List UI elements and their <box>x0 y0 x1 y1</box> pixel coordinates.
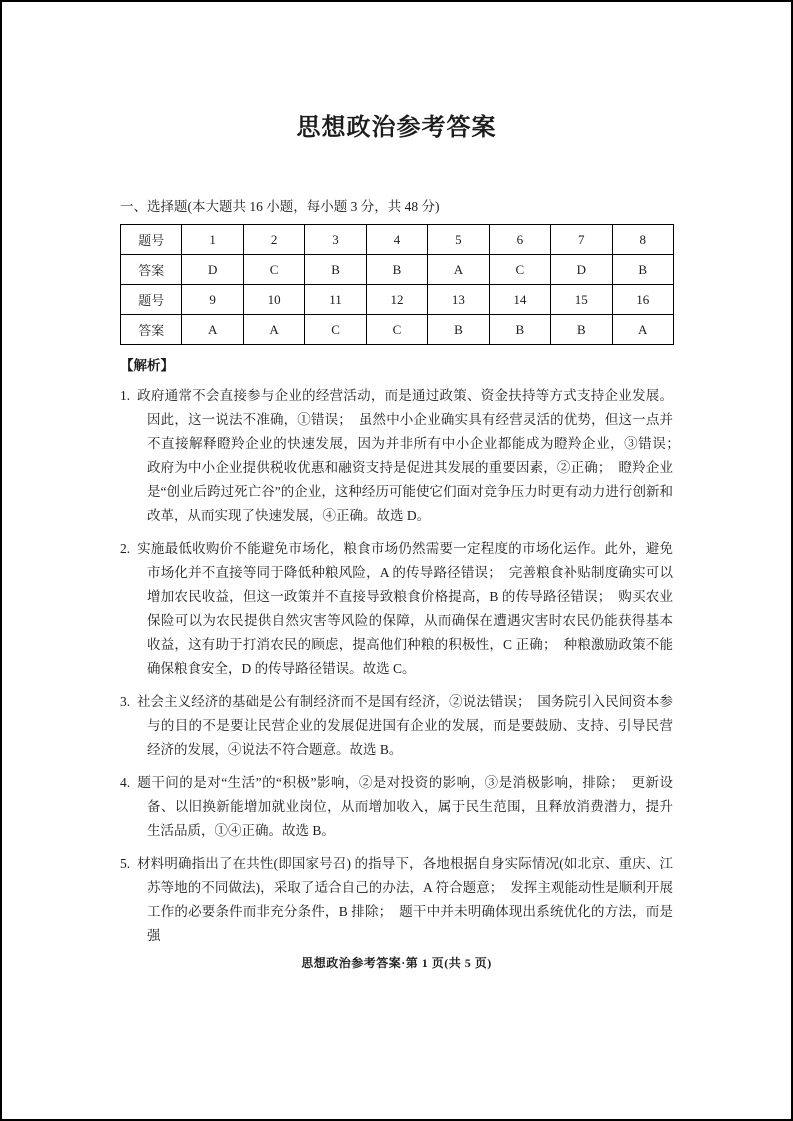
table-row <box>121 255 674 285</box>
item-number: 5. <box>120 856 137 871</box>
answer-cell: C <box>366 315 427 345</box>
answer-cell: 11 <box>305 285 366 315</box>
answer-cell: 15 <box>551 285 612 315</box>
answer-cell: 5 <box>428 225 489 255</box>
item-number: 4. <box>120 775 137 790</box>
row-header-cell: 题号 <box>121 225 182 255</box>
answer-cell: B <box>366 255 427 285</box>
answer-cell: D <box>182 255 243 285</box>
analysis-item <box>120 537 673 681</box>
answer-cell: 6 <box>489 225 550 255</box>
item-number: 2. <box>120 541 137 556</box>
answer-cell: B <box>612 255 674 285</box>
item-text: 题干问的是对“生活”的“积极”影响，②是对投资的影响，③是消极影响，排除； 更新设备、以旧换新能增加就业岗位，从而增加收入，属于民生范围，且释放消费潜力，提升生活品质，①④正确。故选 B。 <box>136 775 673 838</box>
analysis-item <box>120 771 673 843</box>
answer-cell: C <box>243 255 304 285</box>
row-header-cell: 题号 <box>121 285 182 315</box>
answer-cell: 4 <box>366 225 427 255</box>
table-row <box>121 315 674 345</box>
page-title: 思想政治参考答案 <box>296 115 497 141</box>
answer-cell: 9 <box>182 285 243 315</box>
analysis-item <box>120 384 687 528</box>
analysis-label: 【解析】 <box>120 358 174 373</box>
answer-cell: D <box>551 255 612 285</box>
answer-cell: 8 <box>612 225 674 255</box>
table-row <box>121 285 674 315</box>
answer-cell: 10 <box>243 285 304 315</box>
answer-cell: A <box>243 315 304 345</box>
answer-cell: 12 <box>366 285 427 315</box>
page-footer: 思想政治参考答案·第 1 页(共 5 页) <box>301 956 492 970</box>
answer-cell: C <box>305 315 366 345</box>
item-text: 政府通常不会直接参与企业的经营活动，而是通过政策、资金扶持等方式支持企业发展。因此，这一说法不准确，①错误； 虽然中小企业确实具有经营灵活的优势，但这一点并不直接解释瞪羚企业的快速发展，因为并非所有中小企业都能成为瞪羚企业，③错误； 政府为中小企业提供税收优惠和融资支持是促进其发展的重要因素，②正确； 瞪羚企业是“创业后跨过死亡谷”的企业，这种经历可能使它们面对竞争压力时更有动力进行创新和改革，从而实现了快速发展，④正确。故选 D。 <box>136 388 687 523</box>
table-row <box>121 225 674 255</box>
item-text: 实施最低收购价不能避免市场化，粮食市场仍然需要一定程度的市场化运作。此外，避免市场化并不直接等同于降低种粮风险，A 的传导路径错误； 完善粮食补贴制度确实可以增加农民收益，但这一政策并不直接导致粮食价格提高，B 的传导路径错误； 购买农业保险可以为农民提供自然灾害等风险的保障，从而确保在遭遇灾害时农民仍能获得基本收益，这有助于打消农民的顾虑，提高他们种粮的积极性，C 正确； 种粮激励政策不能确保粮食安全，D 的传导路径错误。故选 C。 <box>136 541 673 676</box>
answer-cell: 7 <box>551 225 612 255</box>
item-text: 材料明确指出了在共性(即国家号召) 的指导下，各地根据自身实际情况(如北京、重庆、江苏等地的不同做法)，采取了适合自己的办法，A 符合题意； 发挥主观能动性是顺利开展工作的必要条件而非充分条件，B 排除； 题干中并未明确体现出系统优化的方法，而是强 <box>136 856 673 943</box>
answer-cell: 3 <box>305 225 366 255</box>
answer-cell: B <box>305 255 366 285</box>
answer-cell: A <box>182 315 243 345</box>
answer-cell: B <box>428 315 489 345</box>
answer-cell: 13 <box>428 285 489 315</box>
item-number: 1. <box>120 388 137 403</box>
answer-cell: 1 <box>182 225 243 255</box>
answer-cell: 2 <box>243 225 304 255</box>
item-text: 社会主义经济的基础是公有制经济而不是国有经济，②说法错误； 国务院引入民间资本参与的目的不是要让民营企业的发展促进国有企业的发展，而是要鼓励、支持、引导民营经济的发展，④说法不符合题意。故选 B。 <box>136 694 673 757</box>
row-header-cell: 答案 <box>121 315 182 345</box>
analysis-item <box>120 690 673 762</box>
answer-table <box>120 224 674 345</box>
row-header-cell: 答案 <box>121 255 182 285</box>
answer-cell: A <box>428 255 489 285</box>
answer-cell: B <box>489 315 550 345</box>
page-content <box>120 198 687 948</box>
answer-cell: C <box>489 255 550 285</box>
section-header: 一、选择题(本大题共 16 小题，每小题 3 分，共 48 分) <box>120 199 440 214</box>
analysis-item <box>120 852 673 948</box>
answer-cell: B <box>551 315 612 345</box>
answer-cell: 16 <box>612 285 674 315</box>
answer-cell: A <box>612 315 674 345</box>
analysis-list <box>120 384 687 948</box>
item-number: 3. <box>120 694 137 709</box>
answer-cell: 14 <box>489 285 550 315</box>
